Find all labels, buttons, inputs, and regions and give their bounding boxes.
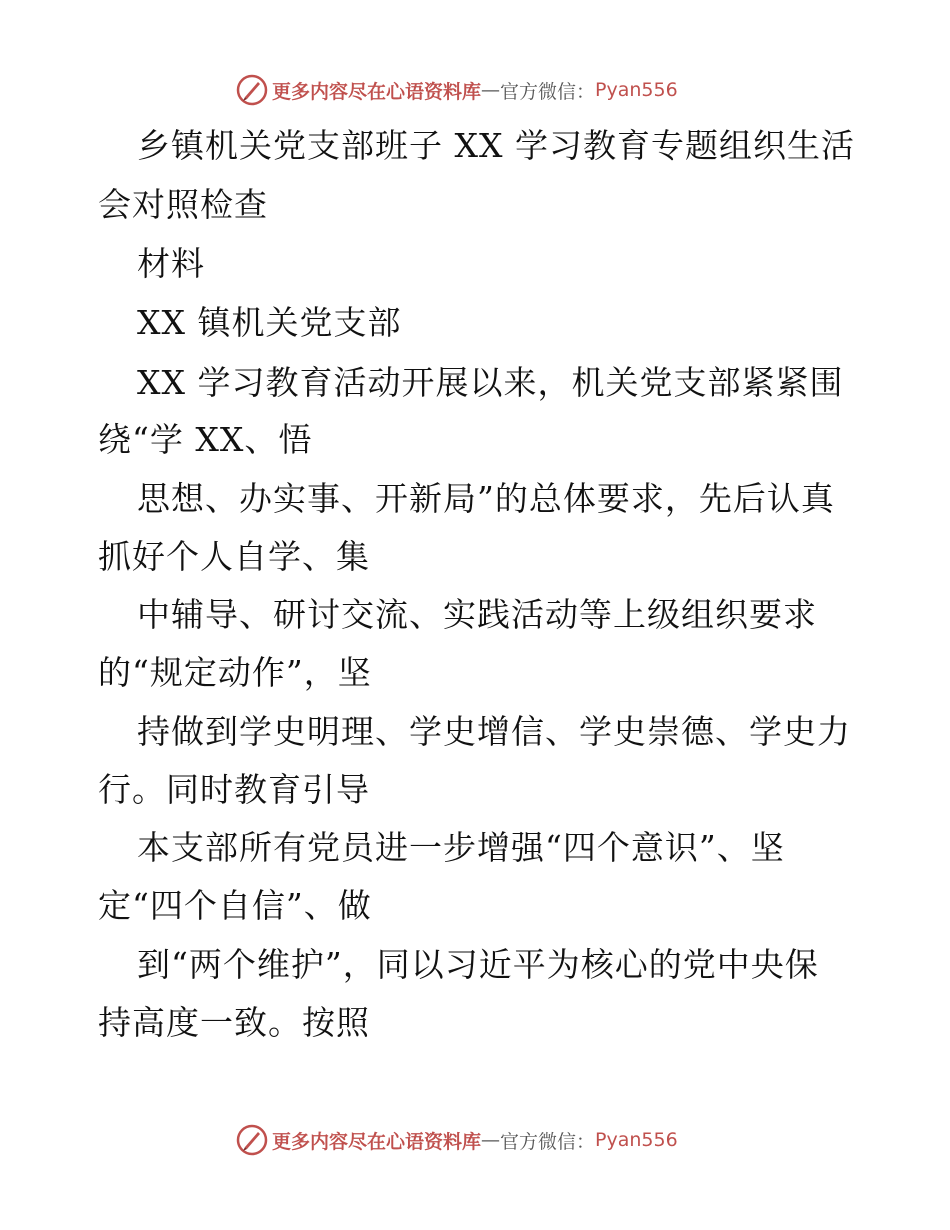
doc-paragraph-line: 本支部所有党员进一步增强“四个意识”、坚	[137, 828, 785, 867]
doc-paragraph-line: 思想、办实事、开新局”的总体要求，先后认真	[137, 479, 835, 518]
header-watermark	[236, 73, 678, 107]
doc-paragraph-line: 抓好个人自学、集	[98, 537, 370, 576]
watermark-separator: —	[481, 1129, 501, 1151]
doc-title-line-1: 乡镇机关党支部班子 XX 学习教育专题组织生活	[137, 126, 855, 165]
doc-paragraph-line: 到“两个维护”，同以习近平为核心的党中央保	[137, 945, 819, 984]
watermark-wechat-id: Pyan556	[595, 79, 678, 101]
doc-paragraph-line: XX 学习教育活动开展以来，机关党支部紧紧围	[137, 363, 844, 402]
watermark-wechat-label: 官方微信：	[500, 80, 596, 103]
doc-paragraph-line: 持高度一致。按照	[98, 1003, 370, 1042]
watermark-site-text: 更多内容尽在心语资料库	[272, 1130, 482, 1153]
quill-pen-icon	[236, 1124, 268, 1156]
watermark-site-text: 更多内容尽在心语资料库	[272, 80, 482, 103]
watermark-separator: —	[481, 79, 501, 101]
doc-author-line: XX 镇机关党支部	[137, 303, 402, 342]
quill-pen-icon	[236, 74, 268, 106]
doc-paragraph-line: 定“四个自信”、做	[98, 886, 372, 925]
doc-paragraph-line: 的“规定动作”，坚	[98, 653, 372, 692]
doc-title-line-3: 材料	[137, 244, 205, 283]
doc-paragraph-line: 行。同时教育引导	[98, 770, 370, 809]
doc-title-line-2: 会对照检查	[98, 185, 268, 224]
doc-paragraph-line: 中辅导、研讨交流、实践活动等上级组织要求	[137, 595, 817, 634]
doc-paragraph-line: 持做到学史明理、学史增信、学史崇德、学史力	[137, 712, 851, 751]
watermark-wechat-id: Pyan556	[595, 1129, 678, 1151]
doc-paragraph-line: 绕“学 XX、悟	[98, 420, 313, 459]
watermark-wechat-label: 官方微信：	[500, 1130, 596, 1153]
footer-watermark	[236, 1123, 678, 1157]
